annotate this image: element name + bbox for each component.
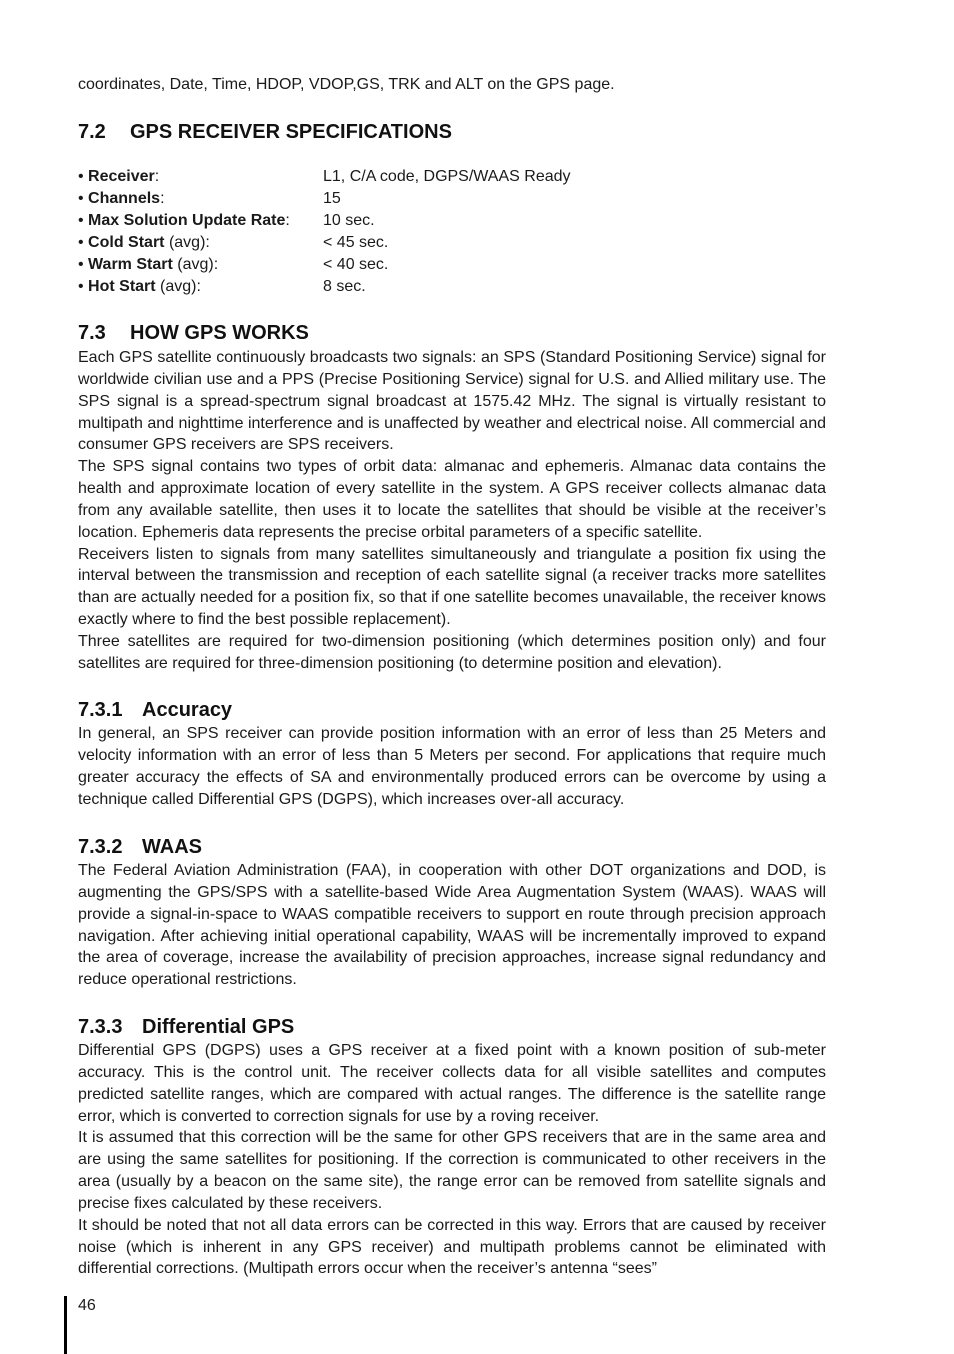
section-7-3-body bbox=[78, 347, 826, 675]
section-title: GPS RECEIVER SPECIFICATIONS bbox=[130, 121, 452, 143]
paragraph: Each GPS satellite continuously broadcasts two signals: an SPS (Standard Positioning Service) signal for worldwide civilian use and a PPS (Precise Positioning Service) signal for U.S. and Allied military use. The SPS signal is a spread-spectrum signal broadcast at 1575.42 MHz. The signal is virtually resistant to multipath and nighttime interference and is unaffected by weather and electrical noise. All commercial and consumer GPS receivers are SPS receivers. bbox=[78, 349, 826, 454]
page-number: 46 bbox=[78, 1297, 96, 1314]
paragraph: It is assumed that this correction will be the same for other GPS receivers that are in the same area and are using the same satellites for positioning. If the correction is communicated to other receivers in the area (usually by a beacon on the same site), the range error can be removed from satellite signals and precise fixes calculated by these receivers. bbox=[78, 1129, 826, 1212]
section-title: Differential GPS bbox=[142, 1016, 295, 1038]
paragraph: Receivers listen to signals from many satellites simultaneously and triangulate a position fix using the interval between the transmission and reception of each satellite signal (a receiver tracks more satellites than are actually needed for a position fix, so that if one satellite becomes unavailable, the receiver knows exactly where to find the best possible replacement). bbox=[78, 545, 826, 629]
paragraph: Differential GPS (DGPS) uses a GPS receiver at a fixed point with a known position of sub-meter accuracy. This is the control unit. The receiver collects data for all visible satellites and computes predicted satellite ranges, which are compared with actual ranges. The difference is the satellite range error, which is converted to correction signals for use by a roving receiver. bbox=[78, 1042, 826, 1125]
spec-item: • Warm Start (avg): < 40 sec. bbox=[78, 256, 389, 273]
spec-value: < 40 sec. bbox=[323, 256, 389, 273]
spec-item: • Receiver: L1, C/A code, DGPS/WAAS Ready bbox=[78, 168, 571, 185]
spec-value: 8 sec. bbox=[323, 278, 366, 295]
spec-value: < 45 sec. bbox=[323, 234, 389, 251]
spec-item: • Cold Start (avg): < 45 sec. bbox=[78, 234, 389, 251]
section-title: Accuracy bbox=[142, 699, 233, 721]
spec-item: • Max Solution Update Rate: 10 sec. bbox=[78, 212, 375, 229]
spec-list bbox=[78, 166, 571, 298]
section-7-3-2-heading bbox=[78, 836, 202, 859]
section-7-3-heading bbox=[78, 322, 309, 345]
paragraph: Three satellites are required for two-dimension positioning (which determines position only) and four satellites are required for three-dimension positioning (to determine position and elevation). bbox=[78, 632, 826, 672]
paragraph: It should be noted that not all data errors can be corrected in this way. Errors that are caused by receiver noise (which is inherent in any GPS receiver) and multipath problems cannot be eliminated with differential corrections. (Multipath errors occur when the receiver’s antenna “sees” bbox=[78, 1216, 826, 1278]
spec-value: 10 sec. bbox=[323, 212, 375, 229]
section-number: 7.3.3 bbox=[78, 1016, 123, 1038]
section-number: 7.3.1 bbox=[78, 699, 123, 721]
section-7-2-heading bbox=[78, 121, 452, 144]
paragraph: The Federal Aviation Administration (FAA), in cooperation with other DOT organizations and DOD, is augmenting the GPS/SPS with a satellite-based Wide Area Augmentation System (WAAS). WAAS will provide a signal-in-space to WAAS compatible receivers to support en route through precision approach navigation. After achieving initial operational capability, WAAS will be incrementally improved to expand the area of coverage, increase the availability of precision approaches, increase signal redundancy and reduce operational restrictions. bbox=[78, 862, 826, 989]
spec-value: L1, C/A code, DGPS/WAAS Ready bbox=[323, 168, 571, 185]
section-number: 7.3.2 bbox=[78, 836, 123, 858]
spec-item: • Channels: 15 bbox=[78, 190, 341, 207]
paragraph: The SPS signal contains two types of orbit data: almanac and ephemeris. Almanac data contains the health and approximate location of every satellite in the system. A GPS receiver collects almanac data from any available satellite, then uses it to locate the satellites that should be visible at the receiver’s location. Ephemeris data represents the precise orbital parameters of a specific satellite. bbox=[78, 458, 826, 541]
section-title: WAAS bbox=[142, 836, 202, 858]
spec-item: • Hot Start (avg): 8 sec. bbox=[78, 278, 366, 295]
section-7-3-1-heading bbox=[78, 699, 232, 722]
section-number: 7.2 bbox=[78, 121, 106, 143]
section-number: 7.3 bbox=[78, 322, 106, 344]
section-title: HOW GPS WORKS bbox=[130, 322, 309, 344]
section-7-3-2-body bbox=[78, 860, 826, 991]
section-7-3-3-heading bbox=[78, 1016, 294, 1039]
section-7-3-1-body bbox=[78, 723, 826, 810]
section-7-3-3-body bbox=[78, 1040, 826, 1280]
footer-margin-bar bbox=[64, 1296, 67, 1354]
spec-value: 15 bbox=[323, 190, 341, 207]
paragraph: In general, an SPS receiver can provide position information with an error of less than 25 Meters and velocity information with an error of less than 5 Meters per second. For applications that require much greater accuracy the effects of SA and environmentally produced errors can be overcome by using a technique called Differential GPS (DGPS), which increases over-all accuracy. bbox=[78, 725, 826, 808]
intro-line: coordinates, Date, Time, HDOP, VDOP,GS, TRK and ALT on the GPS page. bbox=[78, 76, 615, 93]
